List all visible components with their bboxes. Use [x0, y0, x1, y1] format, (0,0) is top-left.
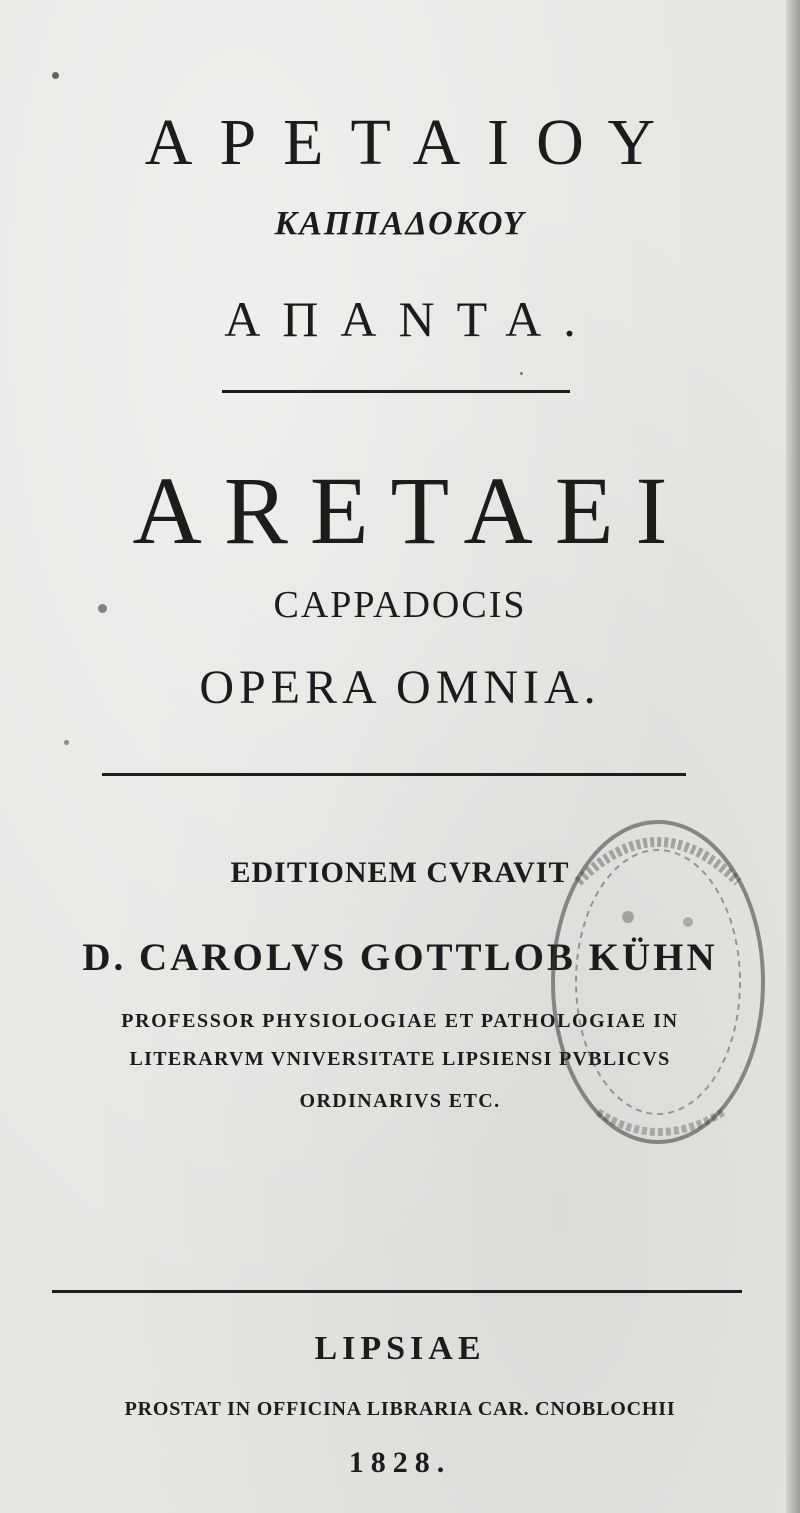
- page-edge-shadow: [786, 0, 800, 1513]
- editor-title-line: ORDINARIVS ETC.: [299, 1090, 501, 1112]
- latin-title: ARETAEI: [132, 457, 690, 564]
- imprint-publisher: PROSTAT IN OFFICINA LIBRARIA CAR. CNOBLOCHII: [124, 1398, 676, 1420]
- latin-opera-title: OPERA OMNIA.: [199, 661, 601, 714]
- imprint-year: 1828.: [348, 1446, 452, 1479]
- editor-name: D. CAROLVS GOTTLOB KÜHN: [82, 936, 718, 979]
- ink-speck: [520, 372, 523, 375]
- divider-rule: [52, 1290, 742, 1293]
- ink-speck: [64, 740, 69, 745]
- ink-speck: [52, 72, 59, 79]
- editor-title-line: LITERARVM VNIVERSITATE LIPSIENSI PVBLICVS: [129, 1048, 671, 1070]
- imprint-place: LIPSIAE: [314, 1330, 486, 1367]
- greek-opera-title: ΑΠΑΝΤΑ.: [224, 291, 598, 347]
- divider-rule: [102, 773, 686, 776]
- edition-note: EDITIONEM CVRAVIT: [230, 856, 570, 889]
- ink-speck: [98, 604, 107, 613]
- editor-title-line: PROFESSOR PHYSIOLOGIAE ET PATHOLOGIAE IN: [121, 1010, 679, 1032]
- divider-rule: [222, 390, 570, 393]
- greek-title: ΑΡΕΤΑΙΟΥ: [144, 106, 683, 179]
- latin-subtitle: CAPPADOCIS: [273, 584, 527, 626]
- greek-subtitle: ΚΑΠΠΑΔΟΚΟΥ: [274, 205, 526, 242]
